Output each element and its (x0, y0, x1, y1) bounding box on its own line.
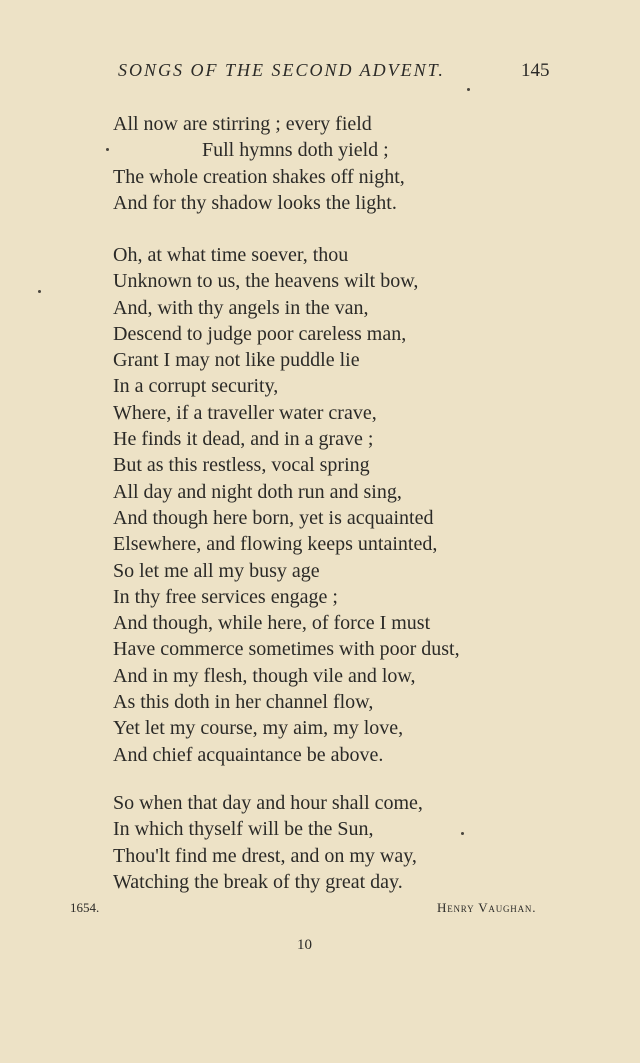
author-attribution: Henry Vaughan. (437, 900, 537, 915)
poem-line: And in my flesh, though vile and low, (113, 664, 416, 687)
poem-line: Yet let my course, my aim, my love, (113, 717, 404, 740)
print-speck (461, 832, 464, 835)
running-title: SONGS OF THE SECOND ADVENT. (118, 60, 445, 80)
poem-line: All now are stirring ; every field (113, 113, 372, 135)
poem-line: Descend to judge poor careless man, (113, 322, 407, 345)
poem-line: Unknown to us, the heavens wilt bow, (113, 270, 419, 293)
poem-line: Where, if a traveller water crave, (113, 401, 377, 424)
print-speck (38, 290, 41, 293)
signature-mark: 10 (297, 937, 312, 953)
poem-line: Have commerce sometimes with poor dust, (113, 638, 460, 661)
print-speck (467, 88, 470, 91)
poem-line: And, with thy angels in the van, (113, 296, 369, 319)
poem-line: As this doth in her channel flow, (113, 691, 374, 714)
stanza-1 (113, 111, 405, 216)
poem-line: In thy free services engage ; (113, 585, 338, 608)
poem-line: And though, while here, of force I must (113, 612, 431, 635)
poem-line: And though here born, yet is acquainted (113, 506, 434, 529)
poem-line: Full hymns doth yield ; (202, 139, 389, 162)
page-number: 145 (521, 60, 550, 81)
poem-line: So let me all my busy age (113, 559, 320, 582)
stanza-3 (113, 790, 423, 895)
poem-line: Oh, at what time soever, thou (113, 244, 349, 266)
poem-line: He finds it dead, and in a grave ; (113, 428, 374, 451)
poem-line: In a corrupt security, (113, 375, 279, 398)
poem-line: The whole creation shakes off night, (113, 165, 405, 188)
poem-line: And chief acquaintance be above. (113, 743, 384, 766)
poem-line: Thou'lt find me drest, and on my way, (113, 844, 417, 867)
poem-line: In which thyself will be the Sun, (113, 818, 374, 841)
poem-line: And for thy shadow looks the light. (113, 191, 397, 214)
poem-line: But as this restless, vocal spring (113, 454, 370, 477)
poem-line: All day and night doth run and sing, (113, 480, 402, 503)
poem-line: Grant I may not like puddle lie (113, 349, 360, 372)
publication-date: 1654. (70, 900, 100, 915)
poem-line: Watching the break of thy great day. (113, 870, 403, 893)
stanza-2 (113, 242, 460, 768)
poem-line: So when that day and hour shall come, (113, 792, 423, 814)
poem-line: Elsewhere, and flowing keeps untainted, (113, 533, 438, 556)
print-speck (106, 148, 109, 151)
